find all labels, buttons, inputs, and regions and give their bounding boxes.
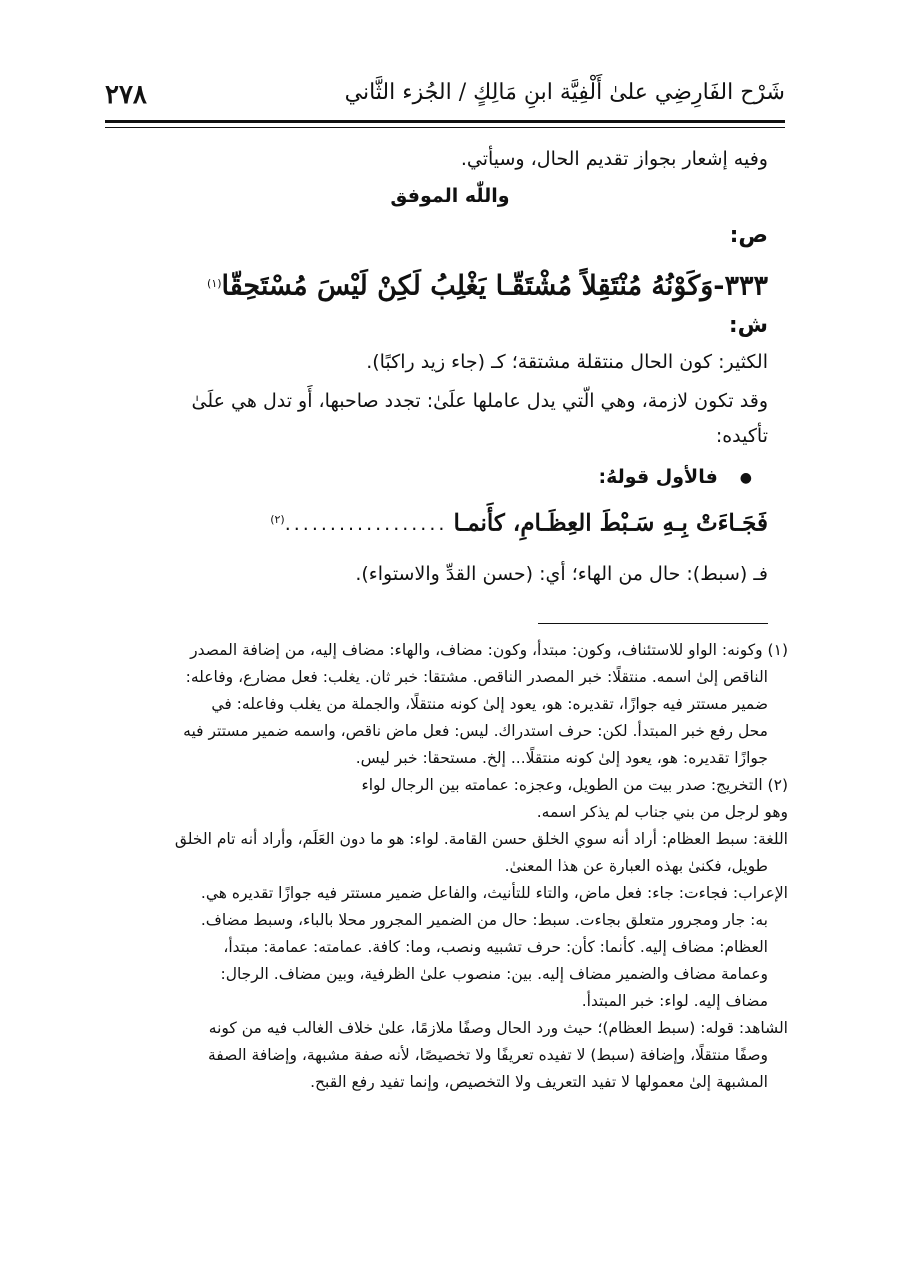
body-line-2: الكثير: كون الحال منتقلة مشتقة؛ كـ (جاء زيد راكبًا). (366, 351, 768, 373)
text-label: ص: (729, 223, 768, 248)
footnote-separator (538, 623, 768, 624)
commentary-label: ش: (728, 313, 768, 338)
footnote-marker-1: (١) (207, 277, 222, 290)
footnote-2-line-1: (٢) التخريج: صدر بيت من الطويل، وعجزه: عمامته بين الرجال لواء (361, 776, 788, 794)
footnote-2-line-3: اللغة: سبط العظام: أراد أنه سوي الخلق حسن القامة. لواء: هو ما دون العَلَم، وأراد أنه تام الخلق (174, 830, 788, 848)
quote-line (132, 506, 768, 542)
footnote-2-line-4: طويل، فكنىٰ بهذه العبارة عن هذا المعنىٰ. (504, 857, 768, 875)
body-line-1: وفيه إشعار بجواز تقديم الحال، وسيأتي. (460, 148, 768, 170)
footnote-1-line-5: جوازًا تقديره: هو، يعود إلىٰ كونه منتقلًا... إلخ. مستحقا: خبر ليس. (355, 749, 768, 767)
body-line-3: وقد تكون لازمة، وهي الّتي يدل عاملها علَىٰ: تجدد صاحبها، أَو تدل هي علَىٰ (191, 390, 768, 412)
bullet-text: فالأول قولهُ: (598, 466, 718, 488)
page-number: ٢٧٨ (105, 80, 147, 110)
footnote-1-line-2: الناقص إلىٰ اسمه. منتقلًا: خبر المصدر الناقص. مشتقا: خبر ثان. يغلب: فعل مضارع، وفاعله: (185, 668, 768, 686)
closing-phrase: واللّٰه الموفق (390, 185, 510, 207)
footnote-1-line-1: (١) وكونه: الواو للاستئناف، وكون: مبتدأ، وكون: مضاف، والهاء: مضاف إليه، من إضافة المصدر (190, 641, 788, 659)
footnote-2-line-6: به: جار ومجرور متعلق بجاءت. سبط: حال من الضمير المجرور محلا بالباء، وسبط مضاف. (200, 911, 768, 929)
header-rule-thick (105, 120, 785, 123)
footnote-2-line-2: وهو لرجل من بني جناب لم يذكر اسمه. (536, 803, 788, 821)
footnote-2-line-8: وعمامة مضاف والضمير مضاف إليه. بين: منصوب علىٰ الظرفية، وبين مضاف. الرجال: (220, 965, 768, 983)
footnote-2-line-7: العظام: مضاف إليه. كأنما: كأن: حرف تشبيه ونصب، وما: كافة. عمامته: عمامة: مبتدأ، (223, 938, 768, 956)
footnote-1-line-4: محل رفع خبر المبتدأ. لكن: حرف استدراك. ليس: فعل ماض ناقص، واسمه ضمير مستتر فيه (183, 722, 768, 740)
body-line-4: تأكيده: (715, 425, 768, 447)
verse-333: ٣٣٣-وَكَوْنُهُ مُنْتَقِلاً مُشْتَقّـا يَغْلِبُ لَكِنْ لَيْسَ مُسْتَحِقّا (221, 270, 768, 302)
quote-verse: فَجَـاءَتْ بِـهِ سَـبْطَ العِظَـامِ، كأَنمـا (453, 509, 768, 537)
bullet-item (132, 463, 752, 492)
running-title: شَرْح الفَارِضِي علىٰ أَلْفِيَّة ابنِ مَالِكٍ / الجُزء الثَّاني (344, 80, 785, 105)
footnote-2-line-12: المشبهة إلىٰ معمولها لا تفيد التعريف ولا التخصيص، وإنما تفيد رفع القبح. (310, 1073, 768, 1091)
footnote-marker-2: (٢) (270, 513, 285, 526)
footnote-2-line-9: مضاف إليه. لواء: خبر المبتدأ. (581, 992, 768, 1010)
bullet-icon: ● (739, 469, 752, 486)
footnote-2-line-10: الشاهد: قوله: (سبط العظام)؛ حيث ورد الحال وصفًا ملازمًا، علىٰ خلاف الغالب فيه من كونه (208, 1019, 788, 1037)
body-line-5: فـ (سبط): حال من الهاء؛ أي: (حسن القدِّ والاستواء). (355, 563, 768, 585)
verse-line (132, 270, 768, 310)
footnote-2-line-11: وصفًا منتقلًا، وإضافة (سبط) لا تفيده تعريفًا ولا تخصيصًا، لأنه صفة مشبهة، وإضافة الصفة (207, 1046, 768, 1064)
header-rule-thin (105, 127, 785, 128)
footnote-2-line-5: الإعراب: فجاءت: جاء: فعل ماض، والتاء للتأنيث، والفاعل ضمير مستتر فيه جوازًا تقديره هي. (200, 884, 788, 902)
footnote-1-line-3: ضمير مستتر فيه جوازًا، تقديره: هو، يعود إلىٰ كونه منتقلًا، والجملة من يغلب وفاعله: في (211, 695, 768, 713)
quote-dots: .................. (284, 513, 448, 536)
page-header (105, 80, 785, 122)
